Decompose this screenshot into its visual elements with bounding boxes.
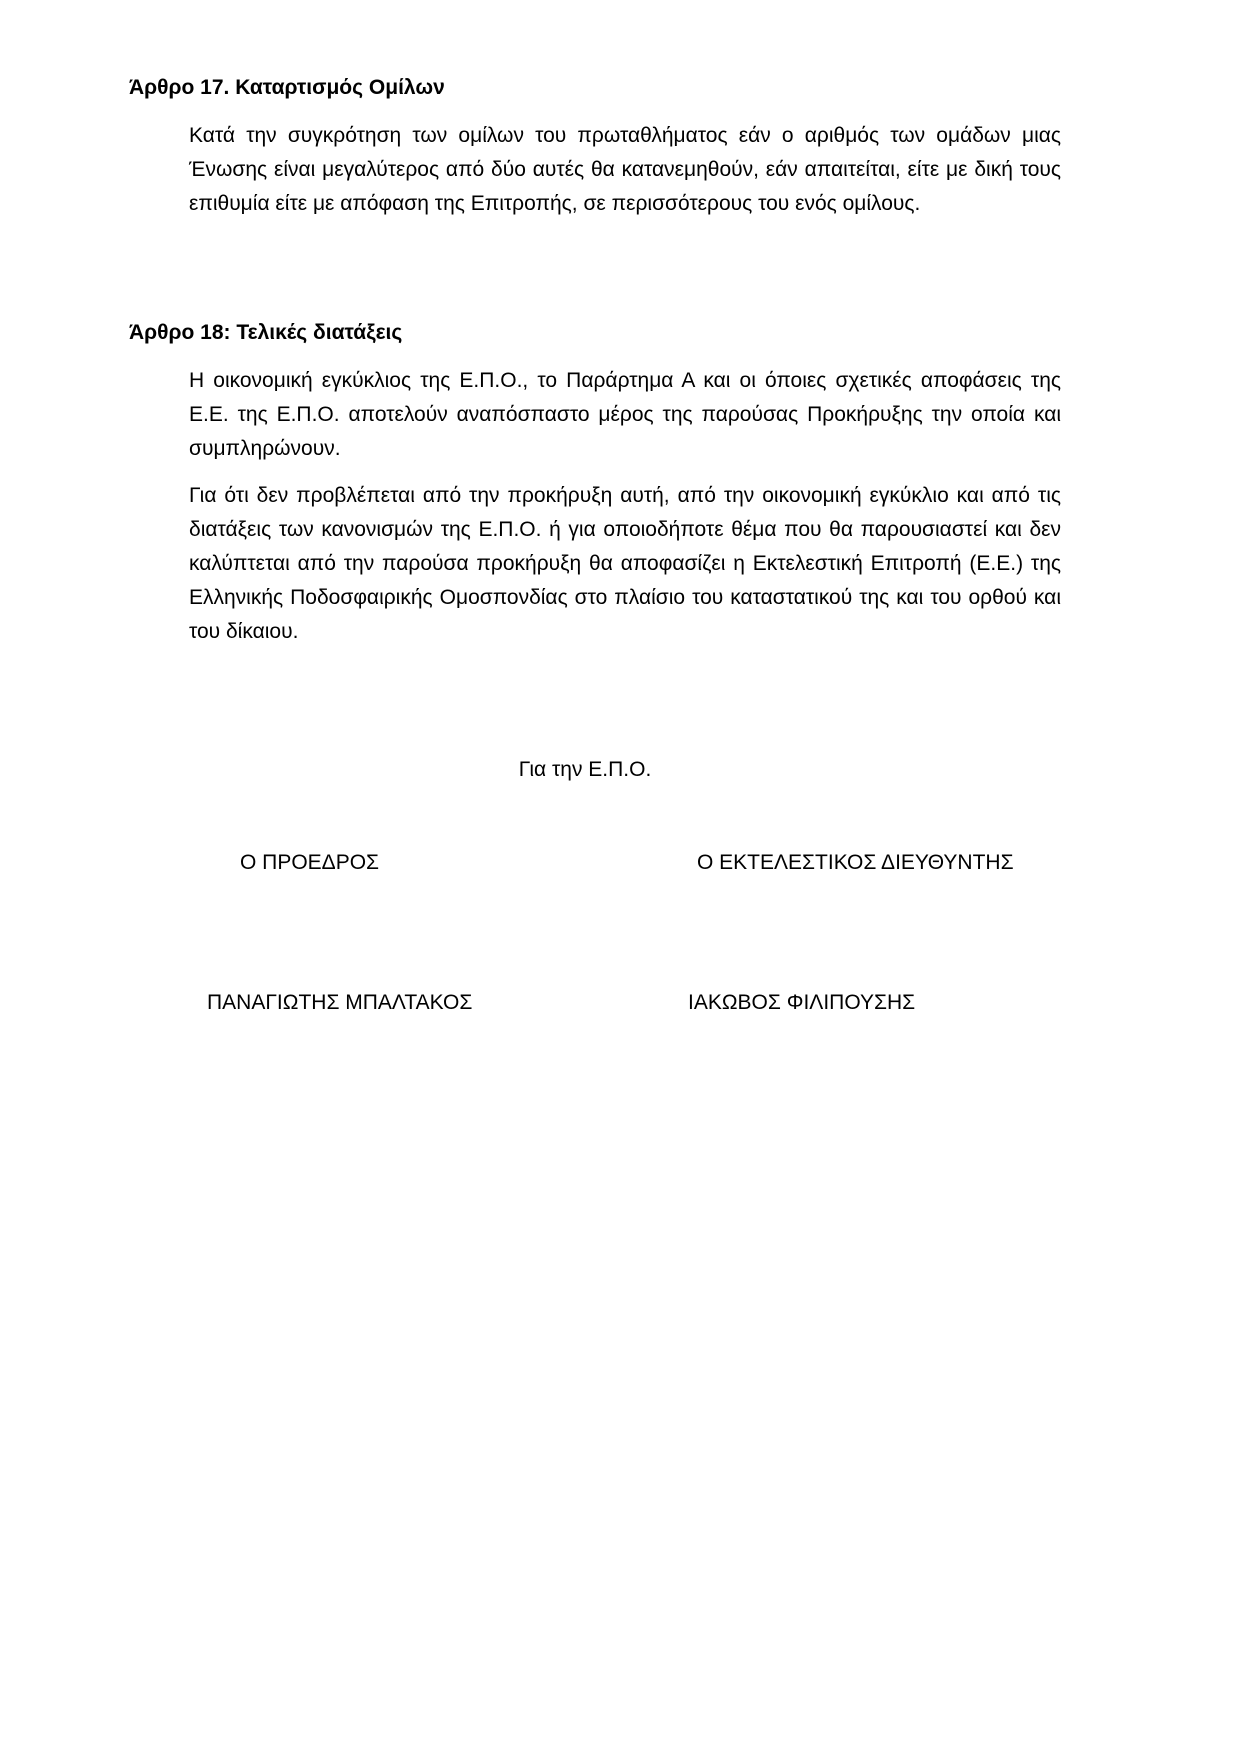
executive-director-title: Ο ΕΚΤΕΛΕΣΤΙΚΟΣ ΔΙΕΥΘΥΝΤΗΣ <box>697 851 1014 874</box>
article-18-paragraph-2: Για ότι δεν προβλέπεται από την προκήρυξη αυτή, από την οικονομική εγκύκλιο και από τις διατάξεις των κανονισμών της Ε.Π.Ο. ή για οποιοδήποτε θέμα που θα παρουσιαστεί και δεν καλύπτεται από την παρούσα προκήρυξη θα αποφασίζει η Εκτελεστική Επιτροπή (Ε.Ε.) της Ελληνικής Ποδοσφαιρικής Ομοσπονδίας στο πλαίσιο του καταστατικού της και του ορθού και του δίκαιου. <box>189 484 1061 643</box>
article-17-heading: Άρθρο 17. Καταρτισμός Ομίλων <box>129 76 445 99</box>
president-title: Ο ΠΡΟΕΔΡΟΣ <box>240 851 380 874</box>
article-17-body <box>189 119 1061 221</box>
article-18-paragraph-1: Η οικονομική εγκύκλιος της Ε.Π.Ο., το Παράρτημα Α και οι όποιες σχετικές αποφάσεις της Ε.Ε. της Ε.Π.Ο. αποτελούν αναπόσπαστο μέρος της παρούσας Προκήρυξης την οποία και συμπληρώνουν. <box>189 369 1061 460</box>
article-18-body <box>189 364 1061 649</box>
article-17-paragraph-1: Κατά την συγκρότηση των ομίλων του πρωταθλήματος εάν ο αριθμός των ομάδων μιας Ένωσης είναι μεγαλύτερος από δύο αυτές θα κατανεμηθούν, εάν απαιτείται, είτε με δική τους επιθυμία είτε με απόφαση της Επιτροπής, σε περισσότερους του ενός ομίλους. <box>189 124 1061 215</box>
executive-director-name: ΙΑΚΩΒΟΣ ΦΙΛΙΠΟΥΣΗΣ <box>688 991 916 1014</box>
article-18-heading: Άρθρο 18: Τελικές διατάξεις <box>129 321 403 344</box>
president-name: ΠΑΝΑΓΙΩΤΗΣ ΜΠΑΛΤΑΚΟΣ <box>207 991 473 1014</box>
signature-for-line: Για την Ε.Π.Ο. <box>518 758 652 781</box>
